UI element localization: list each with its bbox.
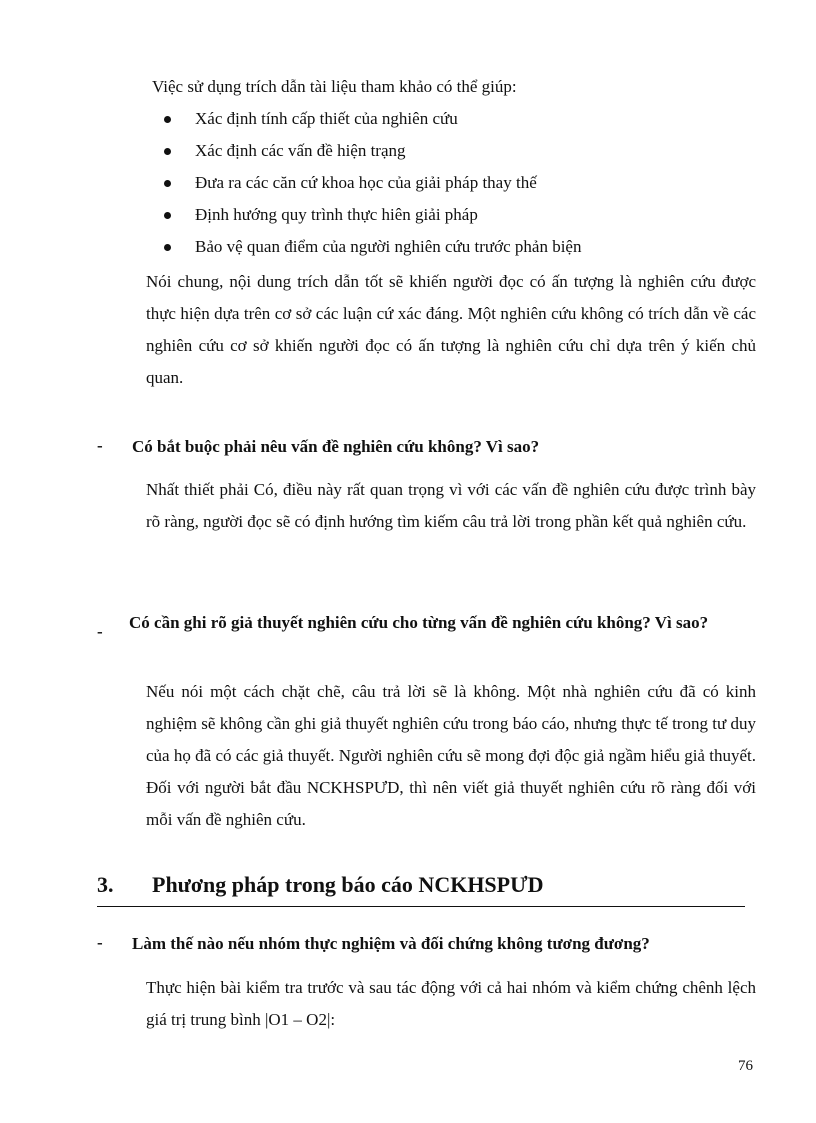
bullet-icon: [164, 244, 171, 251]
question-dash: -: [97, 933, 103, 952]
question-dash: -: [97, 436, 103, 455]
bullet-text: Xác định tính cấp thiết của nghiên cứu: [195, 109, 458, 128]
answer-paragraph: Nhất thiết phải Có, điều này rất quan trọng vì với các vấn đề nghiên cứu được trình bày rõ ràng, người đọc sẽ có định hướng tìm kiếm câu trả lời trong phần kết quả nghiên cứu.: [146, 480, 756, 531]
bullet-text: Xác định các vấn đề hiện trạng: [195, 141, 406, 160]
intro-text: Việc sử dụng trích dẫn tài liệu tham khảo có thể giúp:: [152, 77, 517, 96]
bullet-text: Bảo vệ quan điểm của người nghiên cứu trước phản biện: [195, 237, 582, 256]
question-heading: Có bắt buộc phải nêu vấn đề nghiên cứu không? Vì sao?: [132, 437, 540, 456]
bullet-text: Đưa ra các căn cứ khoa học của giải pháp thay thế: [195, 173, 537, 192]
section-divider: [97, 906, 745, 907]
section-title: Phương pháp trong báo cáo NCKHSPƯD: [152, 872, 544, 897]
question-dash: -: [97, 622, 103, 641]
paragraph-citation-impression: Nói chung, nội dung trích dẫn tốt sẽ khiến người đọc có ấn tượng là nghiên cứu được thực hiện dựa trên cơ sở các luận cứ xác đáng. Một nghiên cứu không có trích dẫn về các nghiên cứu cơ sở khiến người đọc có ấn tượng là nghiên cứu chỉ dựa trên ý kiến chủ quan.: [146, 272, 756, 387]
answer-paragraph: Nếu nói một cách chặt chẽ, câu trả lời sẽ là không. Một nhà nghiên cứu đã có kinh nghiệm sẽ không cần ghi giả thuyết nghiên cứu trong báo cáo, nhưng thực tế trong tư duy của họ đã có các giả thuyết. Người nghiên cứu sẽ mong đợi độc giả ngầm hiểu giả thuyết. Đối với người bắt đầu NCKHSPƯD, thì nên viết giả thuyết nghiên cứu rõ ràng đối với mỗi vấn đề nghiên cứu.: [146, 682, 756, 829]
section-number: 3.: [97, 872, 114, 897]
question-heading: Có cần ghi rõ giả thuyết nghiên cứu cho từng vấn đề nghiên cứu không? Vì sao?: [129, 613, 709, 632]
bullet-icon: [164, 212, 171, 219]
bullet-icon: [164, 148, 171, 155]
bullet-text: Định hướng quy trình thực hiên giải pháp: [195, 205, 478, 224]
question-heading: Làm thế nào nếu nhóm thực nghiệm và đối chứng không tương đương?: [132, 934, 650, 953]
bullet-icon: [164, 116, 171, 123]
page-number: 76: [738, 1058, 753, 1074]
answer-paragraph: Thực hiện bài kiểm tra trước và sau tác động với cả hai nhóm và kiểm chứng chênh lệch giá trị trung bình |O1 – O2|:: [146, 978, 756, 1029]
bullet-icon: [164, 180, 171, 187]
